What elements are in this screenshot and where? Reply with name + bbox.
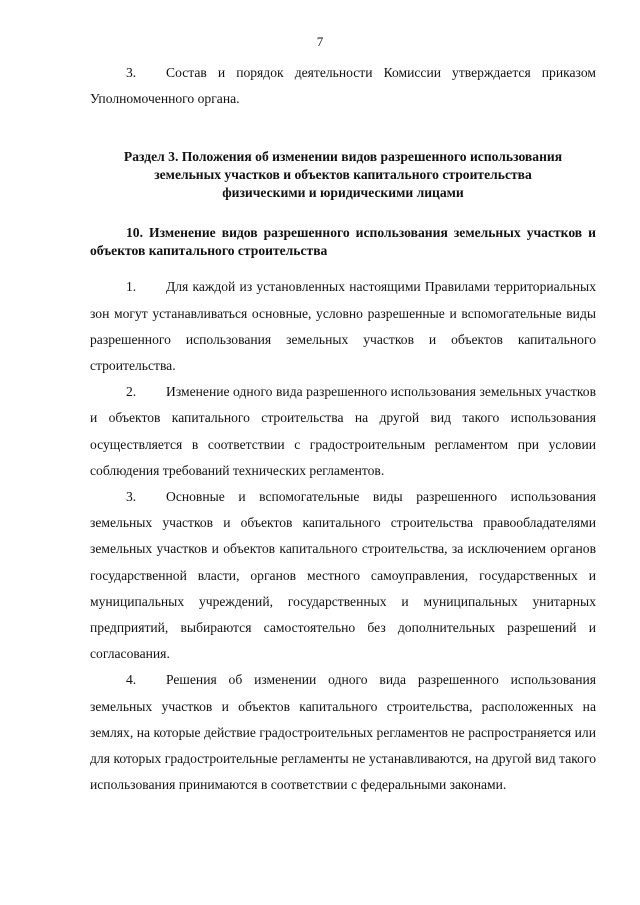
page-number: 7 <box>316 34 324 49</box>
paragraph-text: Состав и порядок деятельности Комиссии утверждается приказом Уполномоченного органа. <box>90 65 596 107</box>
paragraph-text: Решения об изменении одного вида разрешенного использования земельных участков и объектов капитального строительства, расположенных на землях, на которые действие градостроительных регламентов не распространяется или для которых градостроительные регламенты не устанавливаются, на другой вид такого использования принимаются в соответствии с федеральными законами. <box>90 672 596 793</box>
paragraph-text: Изменение одного вида разрешенного использования земельных участков и объектов капитального строительства на другой вид такого использования осуществляется в соответствии с градостроительным регламентом при условии соблюдения требований технических регламентов. <box>90 384 596 478</box>
paragraph-1 <box>90 274 596 379</box>
paragraph-number: 3. <box>126 65 137 80</box>
paragraph-text: Основные и вспомогательные виды разрешенного использования земельных участков и объектов капитального строительства правообладателями земельных участков и объектов капитального строительства, за исключением органов государственной власти, органов местного самоуправления, государственных и муниципальных учреждений, государственных и муниципальных унитарных предприятий, выбираются самостоятельно без дополнительных разрешений и согласования. <box>90 489 596 662</box>
paragraph-3 <box>90 484 596 667</box>
paragraph-number: 1. <box>126 279 137 295</box>
paragraph-2 <box>90 379 596 484</box>
section-title-line: физическими и юридическими лицами <box>222 185 464 201</box>
paragraph-number: 2. <box>126 384 137 400</box>
section-title-line: Раздел 3. Положения об изменении видов разрешенного использования <box>123 149 563 165</box>
section-title-line: земельных участков и объектов капитального строительства <box>154 167 532 183</box>
article-title: 10. Изменение видов разрешенного использования земельных участков и объектов капитального строительства <box>90 225 596 259</box>
intro-paragraph <box>90 60 596 112</box>
paragraph-number: 3. <box>126 489 137 505</box>
section-title <box>90 148 596 202</box>
paragraph-number: 4. <box>126 672 137 688</box>
paragraph-4 <box>90 667 596 798</box>
document-body <box>90 60 596 798</box>
paragraph-text: Для каждой из установленных настоящими Правилами территориальных зон могут устанавливаться основные, условно разрешенные и вспомогательные виды разрешенного использования земельных участков и объектов капитального строительства. <box>90 279 596 374</box>
